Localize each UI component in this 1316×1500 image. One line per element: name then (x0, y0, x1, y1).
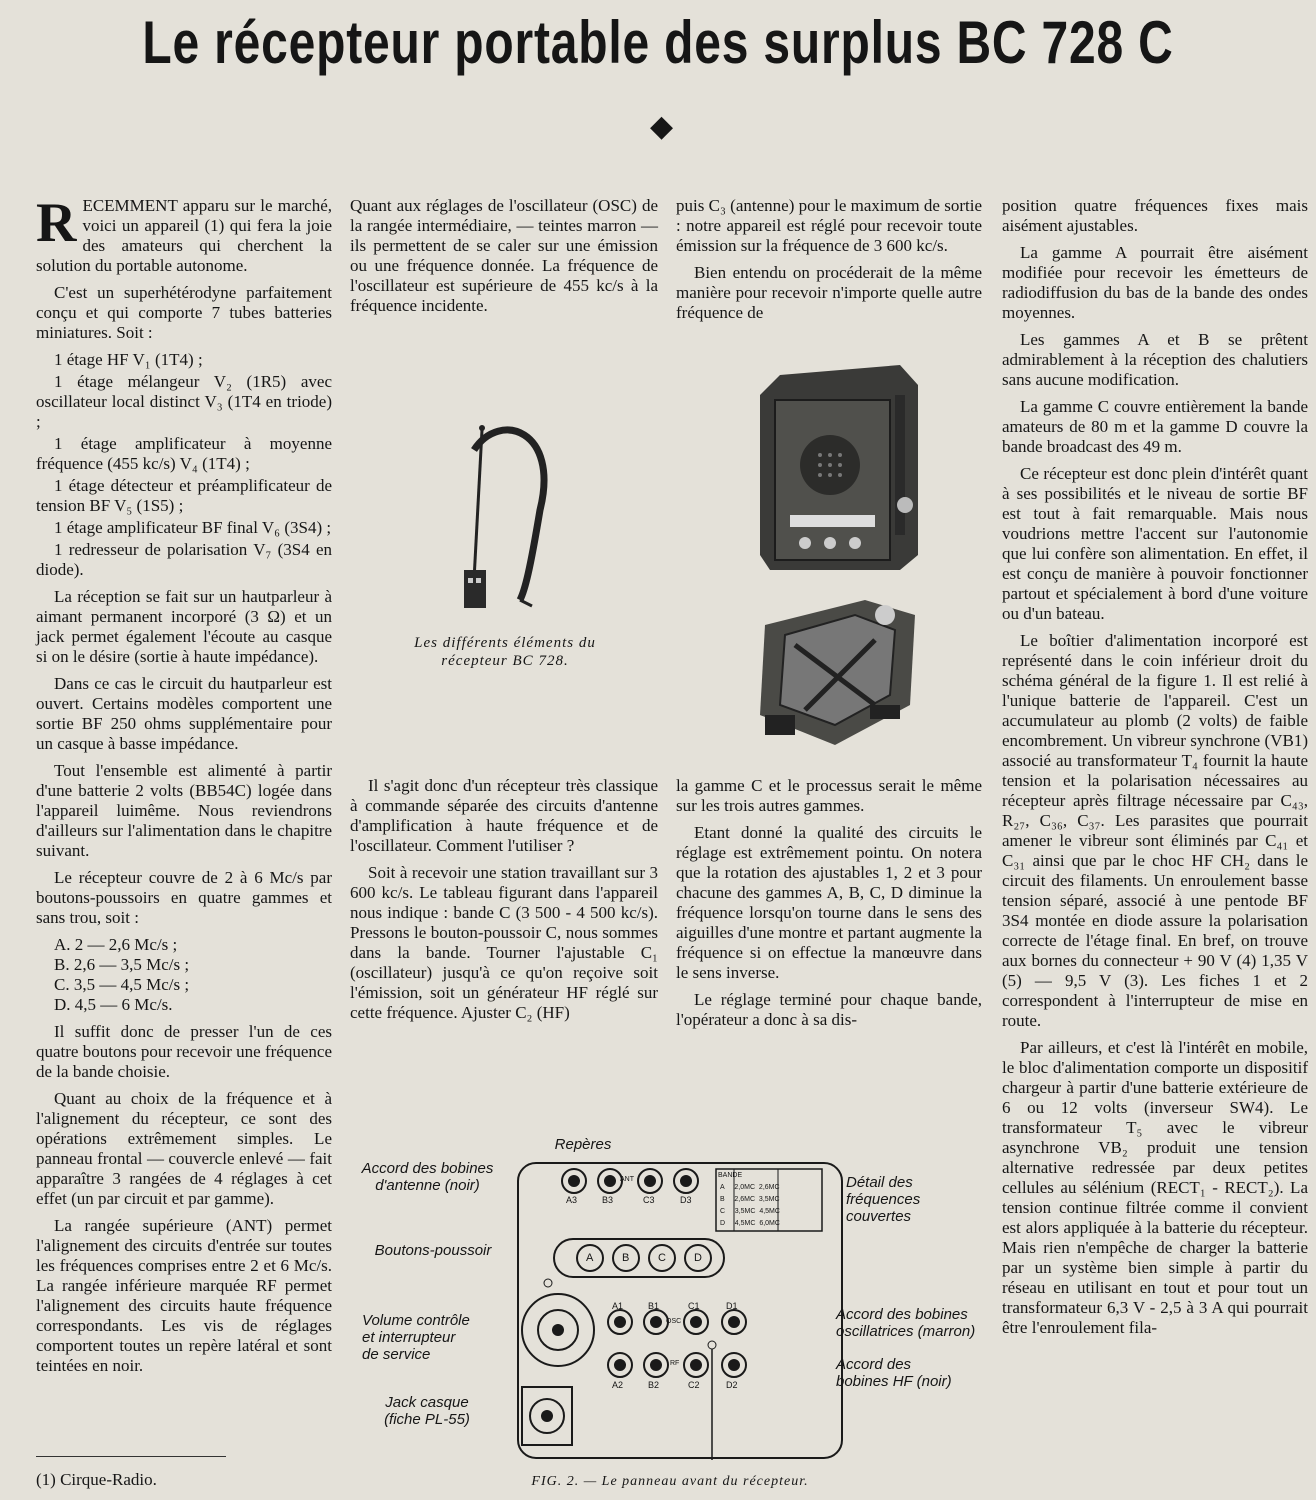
list-item: 1 étage mélangeur V₂ (1R5) avec oscillateur local distinct V₃ (1T4 en triode) ; (36, 372, 332, 431)
band-item: C. 3,5 — 4,5 Mc/s ; (54, 975, 190, 994)
footnote: (1) Cirque-Radio. (36, 1470, 157, 1489)
label-accord-osc: Accord des bobines oscillatrices (marron) (836, 1306, 976, 1340)
paragraph: Il s'agit donc d'un récepteur très classique à commande séparée des circuits d'antenne d'amplification à haute fréquence et de l'oscillateur. Comment l'utiliser ? (350, 776, 658, 855)
column-3-mid (676, 776, 982, 1037)
chassis-photo (745, 595, 925, 755)
paragraph: Il suffit donc de presser l'un de ces quatre boutons pour recevoir une fréquence de la bande choisie. (36, 1022, 332, 1081)
button-a: A (586, 1252, 594, 1264)
button-c: C (658, 1252, 666, 1264)
band-item: B. 2,6 — 3,5 Mc/s ; (54, 955, 190, 974)
panel-mark-d1: D1 (726, 1301, 738, 1311)
panel-mark-ant: ANT (620, 1176, 634, 1183)
panel-mark-b1: B1 (648, 1301, 660, 1311)
ornament-icon: ◆ (650, 110, 674, 143)
panel-mark-b2: B2 (648, 1380, 660, 1390)
paragraph: Bien entendu on procéderait de la même manière pour recevoir n'importe quelle autre fréquence de (676, 263, 982, 322)
paragraph: Dans ce cas le circuit du hautparleur est ouvert. Certains modèles comportent une sortie BF 250 ohms supplémentaire pour un casque à basse impédance. (36, 674, 332, 753)
column-2-mid (350, 776, 658, 1030)
panel-mark-c1: C1 (688, 1301, 700, 1311)
button-d: D (694, 1252, 702, 1264)
paragraph: puis C₃ (antenne) pour le maximum de sortie : notre appareil est réglé pour recevoir toute émission sur la fréquence de 3 600 kc/s. (676, 196, 982, 255)
band-item: A. 2 — 2,6 Mc/s ; (54, 935, 178, 954)
paragraph: Quant au choix de la fréquence et à l'alignement du récepteur, ce sont des opérations extrêmement simples. Le panneau frontal — couvercle enlevé — fait apparaître 3 rangées de 4 réglages à cet effet (un par circuit et par gamme). (36, 1089, 332, 1208)
panel-mark-b3: B3 (602, 1195, 614, 1205)
panel-table-row (720, 1182, 830, 1230)
list-item: 1 étage amplificateur BF final V₆ (3S4) ; (54, 518, 332, 537)
panel-mark-osc: OSC (666, 1318, 682, 1325)
label-detail: Détail des fréquences couvertes (846, 1174, 921, 1225)
label-jack: Jack casque (fiche PL-55) (384, 1394, 470, 1428)
paragraph: Par ailleurs, et c'est là l'intérêt en mobile, le bloc d'alimentation comporte un dispositif chargeur à partir d'une batterie extérieure de 6 ou 12 volts (inverseur SW4). Le transformateur T₅ avec le vibreur asynchrone VB₂ produit une tension alternative redressée par deux petites cellules au sélénium (RECT₁ - RECT₂). La tension continue filtrée comme il convient est alors appliquée à la batterie du récepteur. Mais rien n'empêche de charger la batterie par un système bien simple à partir du réseau en utilisant en tout et pour tout un transformateur 6,3 V - 2,5 à 3 A qui pourrait être l'enroulement fila- (1002, 1038, 1308, 1337)
receiver-photo (750, 355, 930, 585)
paragraph: la gamme C et le processus serait le même sur les trois autres gammes. (676, 776, 982, 815)
list-item: 1 étage HF V₁ (1T4) ; (54, 350, 203, 369)
paragraph: position quatre fréquences fixes mais aisément ajustables. (1002, 196, 1308, 235)
table-row: A 2,0MC 2,6MC (720, 1184, 780, 1191)
label-boutons: Boutons-poussoir (374, 1242, 492, 1259)
paragraph: C'est un superhétérodyne parfaitement conçu et qui comporte 7 tubes batteries miniatures. Soit : (36, 283, 332, 342)
panel-mark-d3: D3 (680, 1195, 692, 1205)
list-item: 1 redresseur de polarisation V₇ (3S4 en diode). (36, 540, 332, 579)
paragraph: Quant aux réglages de l'oscillateur (OSC) de la rangée intermédiaire, — teintes marron — ils permettent de se caler sur une émission ou une fréquence donnée. La fréquence de l'oscillateur est supérieure de 455 kc/s à la fréquence incidente. (350, 196, 658, 315)
paragraph: Le récepteur couvre de 2 à 6 Mc/s par boutons-poussoirs en quatre gammes et sans trou, soit : (36, 868, 332, 927)
list-item: 1 étage détecteur et préamplificateur de tension BF V₅ (1S5) ; (36, 476, 332, 515)
figure-caption: FIG. 2. — Le panneau avant du récepteur. (531, 1474, 809, 1489)
table-row: C 3,5MC 4,5MC (720, 1208, 780, 1215)
panel-mark-d2: D2 (726, 1380, 738, 1390)
footnote-rule (36, 1456, 226, 1457)
band-item: D. 4,5 — 6 Mc/s. (54, 995, 173, 1014)
label-volume: Volume contrôle et interrupteur de service (362, 1312, 470, 1363)
panel-mark-c3: C3 (643, 1195, 655, 1205)
panel-mark-a3: A3 (566, 1195, 578, 1205)
paragraph: Le boîtier d'alimentation incorporé est représenté dans le coin inférieur droit du schéma général de la figure 1. Il est relié à l'unique batterie de l'appareil. C'est un accumulateur au plomb (2 volts) de faible encombrement. Un vibreur synchrone (VB1) associé au transformateur T₄ fournit la haute tension et la polarisation nécessaires au récepteur après filtrage nécessaire par C₄₃, R₂₇, C₃₆, C₃₇. Les parasites que pourrait amener le vibreur sont éliminés par C₄₁ et C₃₁ ainsi que par le choc HF CH₂ dans le circuit des filaments. Un enroulement basse tension séparé, associé à une pentode BF 3S4 montée en diode assure la polarisation correcte de l'étage final. En bref, on trouve aux bornes du connecteur + 90 V (4) 1,35 V (5) — 9,5 V (3). Les fiches 1 et 2 correspondent à l'interrupteur de mise en route. (1002, 631, 1308, 1030)
paragraph: La rangée supérieure (ANT) permet l'alignement des circuits d'entrée sur toutes les fréquences comprises entre 2 et 6 Mc/s. La rangée inférieure marquée RF permet l'alignement des circuits haute fréquence correspondants. Les vis de réglages comportent toutes un repère latéral et sont teintées en noir. (36, 1216, 332, 1375)
label-accord-antenne: Accord des bobines d'antenne (noir) (361, 1160, 494, 1194)
table-row: B 2,6MC 3,5MC (720, 1196, 780, 1203)
paragraph: Ce récepteur est donc plein d'intérêt quant à ses possibilités et le niveau de sortie BF est tout à fait remarquable. Mais nous voudrions mettre l'accent sur l'autonomie que lui confère son alimentation. En effet, il est conçu de manière à pouvoir fonctionner partout et spécialement à bord d'une voiture ou d'un bateau. (1002, 464, 1308, 623)
column-3-top (676, 196, 982, 330)
panel-mark-a2: A2 (612, 1380, 624, 1390)
panel-mark-c2: C2 (688, 1380, 700, 1390)
column-1 (36, 192, 332, 1383)
panel-mark-rf: RF (670, 1360, 680, 1367)
antenna-cable-illustration (440, 420, 580, 620)
paragraph: Etant donné la qualité des circuits le réglage est extrêmement pointu. On notera que la rotation des ajustables 1, 2 et 3 pour chacune des gammes A, B, C, D diminue la fréquence lorsqu'on tourne dans le sens des aiguilles d'une montre et partant augmente la fréquence si on effectue la manœuvre dans le sens inverse. (676, 823, 982, 982)
panel-table-head: BANDE (718, 1172, 743, 1179)
paragraph: Tout l'ensemble est alimenté à partir d'une batterie 2 volts (BB54C) logée dans l'appareil luimême. Nous reviendrons d'ailleurs sur l'alimentation dans le chapitre suivant. (36, 761, 332, 860)
page-title: Le récepteur portable des surplus BC 728 C (142, 9, 1174, 76)
list-item: 1 étage amplificateur à moyenne fréquence (455 kc/s) V₄ (1T4) ; (36, 434, 332, 473)
button-b: B (622, 1252, 630, 1264)
paragraph: La réception se fait sur un hautparleur à aimant permanent incorporé (3 Ω) et un jack permet également l'écoute au casque si on le désire (sortie à haute impédance). (36, 587, 332, 666)
paragraph: Le réglage terminé pour chaque bande, l'opérateur a donc à sa dis- (676, 990, 982, 1029)
paragraph: La gamme A pourrait être aisément modifiée pour recevoir les émetteurs de radiodiffusion du bas de la bande des ondes moyennes. (1002, 243, 1308, 322)
intro-paragraph: RECEMMENT apparu sur le marché, voici un appareil (1) qui fera la joie des amateurs qui cherchent la solution du portable autonome. (36, 192, 332, 275)
column-4 (1002, 196, 1308, 1345)
drop-cap: R (36, 192, 77, 254)
table-row: D 4,5MC 6,0MC (720, 1220, 780, 1227)
column-2-top (350, 196, 658, 323)
label-reperes: Repères (554, 1136, 612, 1153)
photo-caption: Les différents éléments du récepteur BC 728. (414, 635, 596, 669)
panel-mark-a1: A1 (612, 1301, 624, 1311)
paragraph: La gamme C couvre entièrement la bande amateurs de 80 m et la gamme D couvre la bande broadcast des 49 m. (1002, 397, 1308, 456)
label-accord-hf: Accord des bobines HF (noir) (836, 1356, 952, 1390)
paragraph: Les gammes A et B se prêtent admirablement à la réception des chalutiers sans aucune modification. (1002, 330, 1308, 389)
paragraph: Soit à recevoir une station travaillant sur 3 600 kc/s. Le tableau figurant dans l'appareil nous indique : bande C (3 500 - 4 500 kc/s). Pressons le bouton-poussoir C, nous sommes dans la bande. Tourner l'ajustable C₁ (oscillateur) jusqu'à ce qu'on reçoive soit l'émission, soit un générateur HF réglé sur cette fréquence. Ajuster C₂ (HF) (350, 863, 658, 1022)
